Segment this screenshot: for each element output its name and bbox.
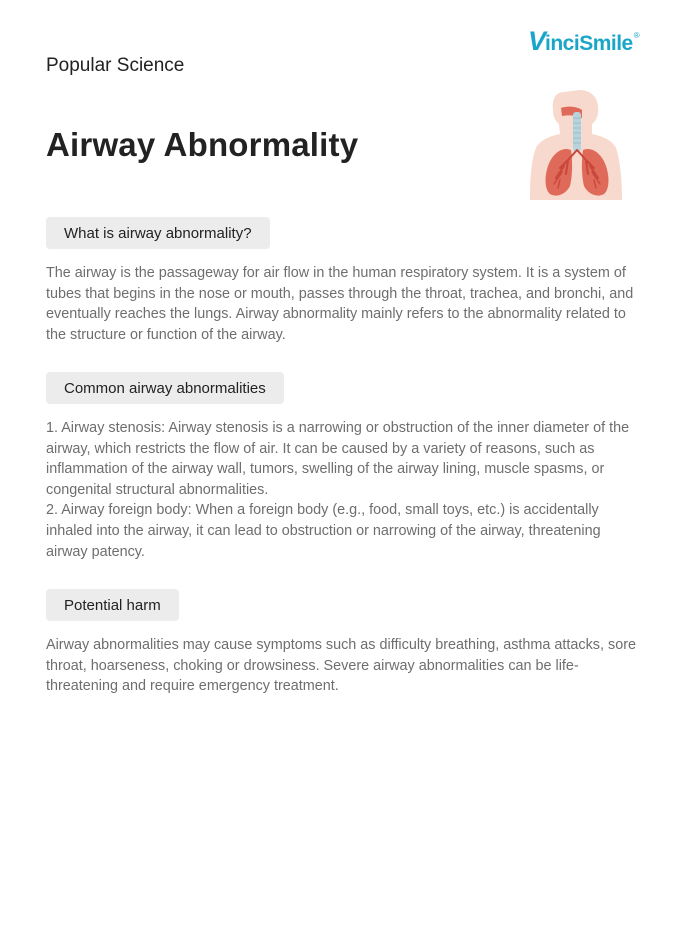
list-item-stenosis: 1. Airway stenosis: Airway stenosis is a narrowing or obstruction of the inner diameter of the airway, which restricts the flow of air. It can be caused by a variety of reasons, such as inflammation of the airway wall, tumors, swelling of the airway lining, muscle spasms, or congenital structural abnormalities. xyxy=(46,420,630,498)
section-paragraph: The airway is the passageway for air flow in the human respiratory system. It is a system of tubes that begins in the nose or mouth, passes through the throat, trachea, and bronchi, and eventually reaches the lungs. Airway abnormality mainly refers to the abnormality related to the structure or function of the airway. xyxy=(46,265,634,343)
respiratory-system-icon xyxy=(524,88,628,200)
section-heading-harm: Potential harm xyxy=(46,589,179,621)
section-body xyxy=(46,418,646,562)
vincismile-logo xyxy=(528,26,640,54)
section-heading-common: Common airway abnormalities xyxy=(46,372,284,404)
section-heading-what-is: What is airway abnormality? xyxy=(46,217,270,249)
page-title: Airway Abnormality xyxy=(46,126,359,163)
registered-mark: ® xyxy=(633,31,640,40)
category-label: Popular Science xyxy=(46,55,185,76)
list-item-foreign-body: 2. Airway foreign body: When a foreign body (e.g., food, small toys, etc.) is accidentally inhaled into the airway, it can lead to obstruction or narrowing of the airway, threatening airway patency. xyxy=(46,502,601,560)
logo-letter: V xyxy=(528,26,546,56)
logo-wordmark: inciSmile xyxy=(545,32,633,55)
section-paragraph: Airway abnormalities may cause symptoms such as difficulty breathing, asthma attacks, sore throat, hoarseness, choking or drowsiness. Severe airway abnormalities can be life-threatening and require emergency treatment. xyxy=(46,637,636,695)
